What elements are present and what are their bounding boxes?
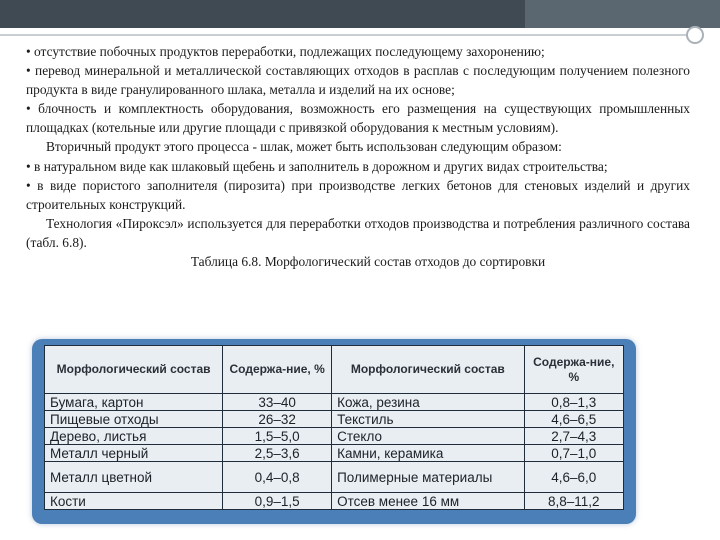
body-text (26, 42, 690, 271)
table-row (45, 462, 624, 493)
table-cell: Текстиль (332, 411, 524, 428)
table-cell: Металл черный (45, 445, 223, 462)
table-header-row (45, 346, 624, 394)
table-cell: Кожа, резина (332, 394, 524, 411)
table-row (45, 394, 624, 411)
table-cell: 4,6–6,0 (524, 462, 623, 493)
slide-top-bar-accent (525, 0, 720, 28)
paragraph-3: • блочность и комплектность оборудования, возможность его размещения на существующих промышленных площадках (котельные или другие площади с привязкой оборудования к местным условиям). (26, 101, 690, 136)
slide-divider (0, 34, 694, 36)
paragraph-1: • отсутствие побочных продуктов переработки, подлежащих последующему захоронению; (26, 44, 545, 59)
table-cell: 0,9–1,5 (223, 493, 332, 510)
table-row (45, 493, 624, 510)
table-cell: 26–32 (223, 411, 332, 428)
table-cell: Кости (45, 493, 223, 510)
header-cell: Содержа-ние, % (223, 346, 332, 394)
slide-top-bar (0, 0, 720, 28)
table-row (45, 445, 624, 462)
paragraph-7: Технология «Пироксэл» используется для переработки отходов производства и потребления различного состава (табл. 6.8). (26, 215, 690, 250)
table-cell: 2,5–3,6 (223, 445, 332, 462)
table-cell: Дерево, листья (45, 428, 223, 445)
table-cell: 2,7–4,3 (524, 428, 623, 445)
table-cell: Пищевые отходы (45, 411, 223, 428)
table-cell: Полимерные материалы (332, 462, 524, 493)
table-cell: 4,6–6,5 (524, 411, 623, 428)
table-cell: 8,8–11,2 (524, 493, 623, 510)
table-caption: Таблица 6.8. Морфологический состав отходов до сортировки (190, 254, 546, 270)
header-cell: Морфологический состав (45, 346, 223, 394)
table-cell: Металл цветной (45, 462, 223, 493)
paragraph-2: • перевод минеральной и металлической составляющих отходов в расплав с последующим получением полезного продукта в виде гранулированного шлака, металла и изделий на их основе; (26, 63, 690, 98)
table-cell: 1,5–5,0 (223, 428, 332, 445)
table-cell: 33–40 (223, 394, 332, 411)
header-cell: Морфологический состав (332, 346, 524, 394)
table-frame (32, 339, 636, 524)
table-cell: Камни, керамика (332, 445, 524, 462)
table-cell: Стекло (332, 428, 524, 445)
table-cell: 0,8–1,3 (524, 394, 623, 411)
table-cell: Отсев менее 16 мм (332, 493, 524, 510)
paragraph-4: Вторичный продукт этого процесса - шлак, может быть использован следующим образом: (46, 139, 562, 155)
paragraph-6: • в виде пористого заполнителя (пирозита) при производстве легких бетонов для стеновых изделий и других строительных конструкций. (26, 177, 690, 212)
paragraph-5: • в натуральном виде как шлаковый щебень и заполнитель в дорожном и других видах строительства; (26, 158, 608, 174)
table-cell: Бумага, картон (45, 394, 223, 411)
header-cell: Содержа-ние, % (524, 346, 623, 394)
morphology-table (44, 345, 624, 510)
table-cell: 0,7–1,0 (524, 445, 623, 462)
table-cell: 0,4–0,8 (223, 462, 332, 493)
table-row (45, 411, 624, 428)
table-row (45, 428, 624, 445)
